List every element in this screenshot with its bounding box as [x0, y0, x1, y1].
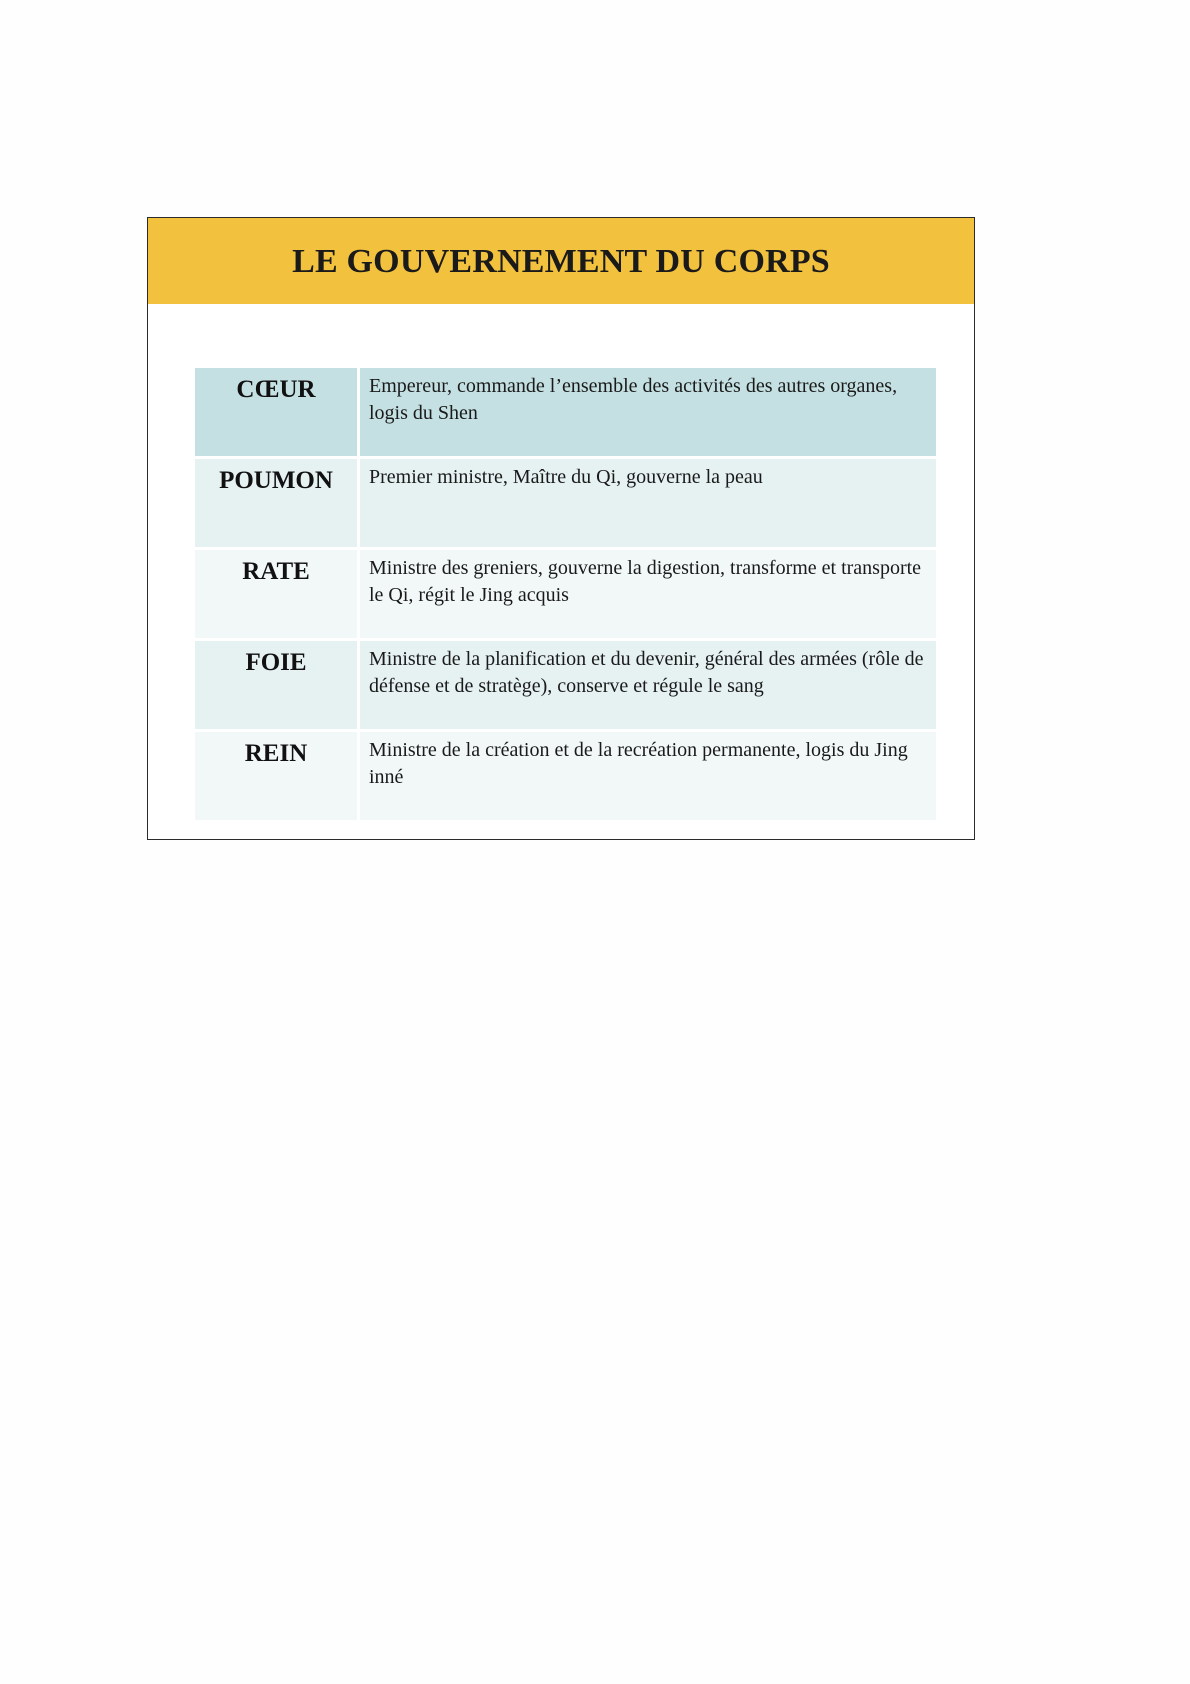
slide-frame — [147, 217, 975, 840]
organ-description-cell: Ministre de la création et de la recréation permanente, logis du Jing inné — [360, 732, 936, 820]
organ-name-cell: RATE — [195, 550, 357, 638]
organ-name-cell: POUMON — [195, 459, 357, 547]
organ-description-cell: Ministre des greniers, gouverne la digestion, transforme et transporte le Qi, régit le Jing acquis — [360, 550, 936, 638]
organ-description-cell: Premier ministre, Maître du Qi, gouverne la peau — [360, 459, 936, 547]
table-row — [195, 732, 936, 820]
table-row — [195, 641, 936, 729]
organ-name-cell: FOIE — [195, 641, 357, 729]
organ-description-cell: Empereur, commande l’ensemble des activités des autres organes, logis du Shen — [360, 368, 936, 456]
organ-name-cell: CŒUR — [195, 368, 357, 456]
table-row — [195, 459, 936, 547]
title-banner — [148, 218, 974, 304]
table-row — [195, 368, 936, 456]
organ-table — [195, 368, 936, 820]
slide-title: LE GOUVERNEMENT DU CORPS — [292, 243, 830, 280]
table-row — [195, 550, 936, 638]
organ-description-cell: Ministre de la planification et du devenir, général des armées (rôle de défense et de stratège), conserve et régule le sang — [360, 641, 936, 729]
organ-name-cell: REIN — [195, 732, 357, 820]
